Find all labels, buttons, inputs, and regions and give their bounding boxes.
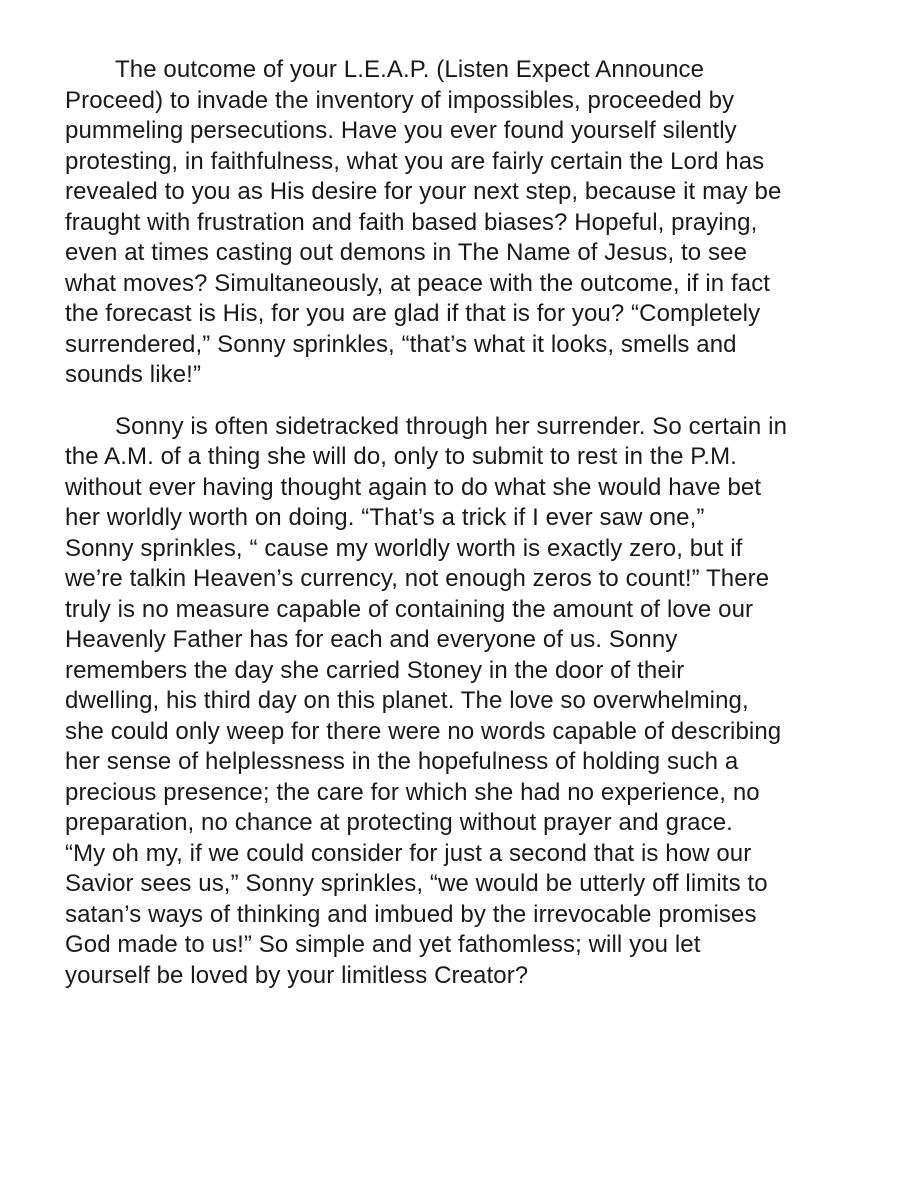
paragraph-line: Sonny sprinkles, “ cause my worldly worth is exactly zero, but if [65, 534, 743, 562]
paragraph-line: precious presence; the care for which she had no experience, no [65, 778, 760, 806]
paragraph-line: surrendered,” Sonny sprinkles, “that’s what it looks, smells and [65, 330, 737, 358]
paragraph-line: what moves? Simultaneously, at peace with the outcome, if in fact [65, 269, 771, 297]
paragraph-line: she could only weep for there were no words capable of describing [65, 717, 782, 745]
paragraph-line: dwelling, his third day on this planet. The love so overwhelming, [65, 687, 749, 714]
paragraph-line: Savior sees us,” Sonny sprinkles, “we would be utterly off limits to [65, 870, 768, 897]
paragraph-line: her sense of helplessness in the hopefulness of holding such a [65, 748, 739, 775]
paragraph-line: the forecast is His, for you are glad if that is for you? “Completely [65, 300, 761, 327]
paragraph-line: even at times casting out demons in The Name of Jesus, to see [65, 239, 748, 266]
paragraph-line: “My oh my, if we could consider for just a second that is how our [65, 839, 752, 867]
paragraph-line: Sonny is often sidetracked through her surrender. So certain in [115, 412, 788, 440]
paragraph-line: the A.M. of a thing she will do, only to submit to rest in the P.M. [65, 443, 737, 470]
paragraph-line: Heavenly Father has for each and everyone of us. Sonny [65, 626, 678, 653]
paragraph-line: remembers the day she carried Stoney in the door of their [65, 656, 685, 684]
paragraph-line: God made to us!” So simple and yet fathomless; will you let [65, 931, 701, 958]
paragraph-line: protesting, in faithfulness, what you are fairly certain the Lord has [65, 147, 765, 175]
paragraph-line: we’re talkin Heaven’s currency, not enough zeros to count!” There [65, 565, 770, 592]
paragraph-line: her worldly worth on doing. “That’s a trick if I ever saw one,” [65, 504, 705, 531]
paragraph-line: without ever having thought again to do what she would have bet [65, 473, 762, 501]
paragraph-line: preparation, no chance at protecting without prayer and grace. [65, 809, 733, 836]
paragraph-1 [65, 55, 855, 391]
paragraph-line: The outcome of your L.E.A.P. (Listen Expect Announce [115, 56, 705, 83]
paragraph-line: pummeling persecutions. Have you ever found yourself silently [65, 117, 737, 144]
paragraph-line: revealed to you as His desire for your next step, because it may be [65, 178, 782, 205]
document-body [65, 55, 855, 1012]
paragraph-line: truly is no measure capable of containing the amount of love our [65, 595, 754, 623]
paragraph-line: yourself be loved by your limitless Creator? [65, 961, 529, 989]
paragraph-line: sounds like!” [65, 361, 202, 388]
paragraph-2 [65, 412, 855, 992]
paragraph-line: Proceed) to invade the inventory of impossibles, proceeded by [65, 86, 735, 114]
paragraph-line: fraught with frustration and faith based biases? Hopeful, praying, [65, 208, 758, 236]
paragraph-line: satan’s ways of thinking and imbued by the irrevocable promises [65, 900, 757, 928]
